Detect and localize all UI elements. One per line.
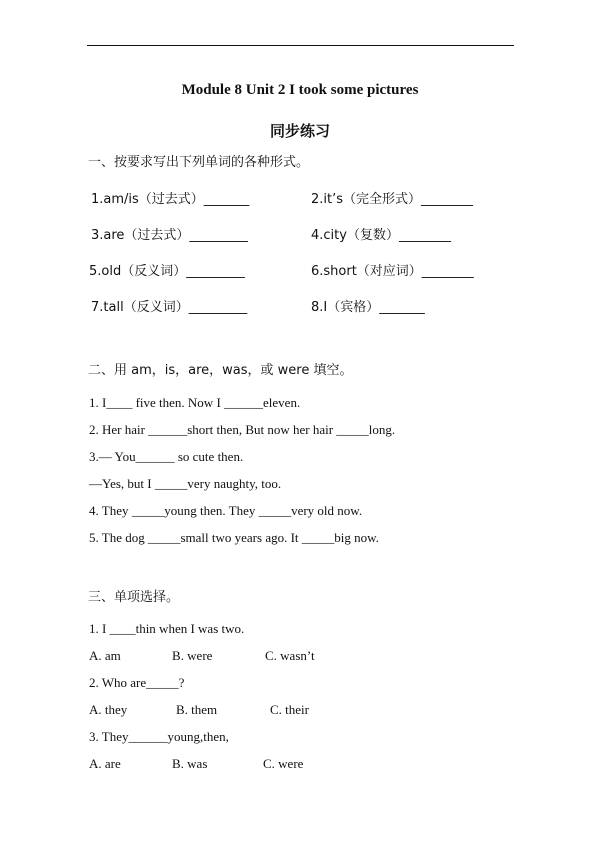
option-b: B. were bbox=[172, 648, 213, 663]
section1-item: 4.city（复数）________ bbox=[311, 228, 451, 243]
section3-heading: 三、单项选择。 bbox=[88, 590, 180, 605]
top-divider bbox=[87, 45, 514, 46]
option-a: A. they bbox=[89, 702, 128, 717]
option-a: A. are bbox=[89, 756, 121, 771]
option-c: C. their bbox=[270, 702, 309, 717]
fill-line: 1. I____ five then. Now I ______eleven. bbox=[89, 395, 301, 410]
section1-item: 3.are（过去式）_________ bbox=[91, 228, 248, 243]
section1-item: 8.I（宾格）_______ bbox=[311, 300, 425, 315]
section2-heading: 二、用 am，is，are，was，或 were 填空。 bbox=[88, 363, 353, 378]
option-b: B. them bbox=[176, 702, 218, 717]
option-c: C. were bbox=[263, 756, 304, 771]
section1-item: 5.old（反义词）_________ bbox=[89, 264, 245, 279]
option-b: B. was bbox=[172, 756, 208, 771]
option-a: A. am bbox=[89, 648, 121, 663]
fill-line: 3.— You______ so cute then. bbox=[89, 449, 244, 464]
section1-item: 2.it’s（完全形式）________ bbox=[311, 192, 474, 207]
question: 3. They______young,then, bbox=[89, 729, 229, 744]
question: 2. Who are_____? bbox=[89, 675, 185, 690]
question: 1. I ____thin when I was two. bbox=[89, 621, 245, 636]
fill-line: 5. The dog _____small two years ago. It _____big now. bbox=[89, 530, 379, 545]
section1-item: 6.short（对应词）________ bbox=[311, 264, 474, 279]
section1-heading: 一、按要求写出下列单词的各种形式。 bbox=[88, 155, 310, 170]
fill-line: 4. They _____young then. They _____very old now. bbox=[89, 503, 363, 518]
page-title: Module 8 Unit 2 I took some pictures bbox=[181, 82, 419, 98]
fill-line: 2. Her hair ______short then, But now her hair _____long. bbox=[89, 422, 396, 437]
section1-item: 1.am/is（过去式）_______ bbox=[91, 192, 250, 207]
section1-item: 7.tall（反义词）_________ bbox=[91, 300, 248, 315]
page-subtitle: 同步练习 bbox=[269, 122, 330, 140]
option-c: C. wasn’t bbox=[265, 648, 315, 663]
fill-line: —Yes, but I _____very naughty, too. bbox=[89, 476, 282, 491]
